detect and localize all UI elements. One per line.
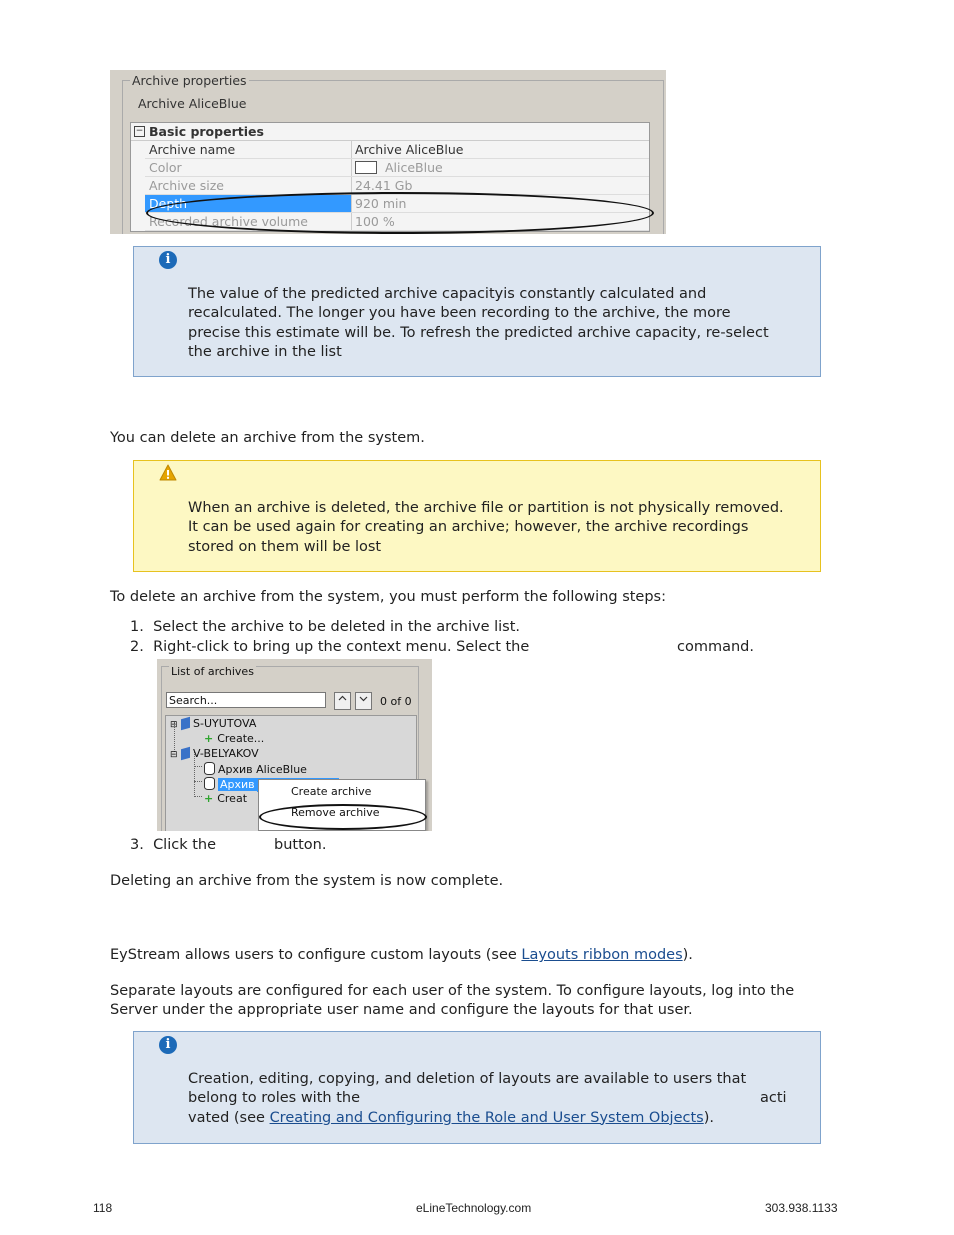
property-key: Archive name: [149, 142, 236, 157]
footer-phone: 303.938.1133: [765, 1201, 838, 1215]
archive-properties-title: Archive properties: [132, 73, 247, 88]
page-number: 118: [93, 1201, 113, 1215]
archive-subtitle: Archive AliceBlue: [138, 96, 247, 111]
property-value: AliceBlue: [355, 159, 443, 176]
tree-node-archive-selected[interactable]: Архив: [204, 777, 339, 792]
delete-intro-text: You can delete an archive from the system.: [110, 430, 425, 446]
step-2: 2. Right-click to bring up the context menu. Select the: [130, 639, 530, 655]
archive-icon: [204, 762, 215, 775]
prev-result-button[interactable]: [334, 692, 351, 710]
property-key: Color: [149, 160, 182, 175]
separate-layouts-text: Separate layouts are configured for each user of the system. To configure layouts, log into the Server under the appropriate user name and configure the layouts for that user.: [110, 983, 795, 1018]
info-icon: i: [159, 1036, 177, 1054]
step-2-end: command.: [677, 639, 754, 655]
property-key: Depth: [145, 195, 351, 212]
remove-archive-menu-item[interactable]: Remove archive: [291, 806, 380, 819]
info-note: [133, 1031, 821, 1144]
computer-icon: [181, 717, 190, 730]
steps-intro-text: To delete an archive from the system, you must perform the following steps:: [110, 589, 666, 605]
step-3-end: button.: [274, 837, 327, 853]
warning-note: [133, 460, 821, 572]
property-row[interactable]: [145, 141, 649, 159]
step-1: 1. Select the archive to be deleted in the archive list.: [130, 619, 521, 635]
property-key: Archive size: [149, 178, 224, 193]
archive-properties-screenshot: [110, 70, 666, 234]
info-note: [133, 246, 821, 377]
tree-node-create[interactable]: + Create...: [204, 732, 265, 745]
property-value: 24.41 Gb: [355, 178, 413, 193]
result-count: 0 of 0: [380, 695, 412, 708]
property-key: Recorded archive volume: [149, 214, 308, 229]
step-3: 3. Click the: [130, 837, 217, 853]
tree-node-server[interactable]: ⊟ S-UYUTOVA: [170, 717, 257, 730]
plus-icon: +: [204, 732, 214, 745]
layouts-ribbon-link[interactable]: Layouts ribbon modes: [521, 947, 683, 963]
info-icon: i: [159, 251, 177, 269]
archive-icon: [204, 777, 215, 790]
warning-note-text: When an archive is deleted, the archive file or partition is not physically removed. It can be used again for creating an archive; however, the archive recordings stored on them will be lost: [188, 500, 784, 555]
plus-icon: +: [204, 792, 214, 805]
role-user-objects-link[interactable]: Creating and Configuring the Role and User System Objects: [269, 1109, 704, 1126]
tree-node-create[interactable]: + Creat: [204, 792, 248, 805]
info-note-text: The value of the predicted archive capacityis constantly calculated and recalculated. The longer you have been recording to the archive, the more precise this estimate will be. To refresh the predicted archive capacity, re-select the archive in the list: [188, 286, 769, 360]
chevron-up-icon: [338, 694, 347, 703]
property-value: 920 min: [355, 196, 407, 211]
property-value: 100 %: [355, 214, 395, 229]
warning-icon: [159, 464, 177, 482]
create-archive-menu-item[interactable]: Create archive: [291, 785, 372, 798]
archive-list-title: List of archives: [171, 665, 254, 678]
info-note-text: Creation, editing, copying, and deletion of layouts are available to users that belong to roles with the acti vated (see Creating and Configuring the Role and User System Objects).: [188, 1071, 787, 1126]
color-swatch: [355, 161, 377, 174]
computer-icon: [181, 747, 190, 760]
highlight-oval: [146, 192, 654, 234]
next-result-button[interactable]: [355, 692, 372, 710]
archive-list-screenshot: [157, 659, 432, 831]
complete-text: Deleting an archive from the system is now complete.: [110, 873, 504, 889]
tree-node-archive[interactable]: Архив AliceBlue: [204, 762, 307, 777]
tree-node-server[interactable]: ⊟ V-BELYAKOV: [170, 747, 259, 760]
layouts-intro-text: EyStream allows users to configure custom layouts (see Layouts ribbon modes).: [110, 947, 693, 963]
collapse-icon[interactable]: −: [135, 126, 144, 136]
basic-properties-header[interactable]: − Basic properties: [131, 123, 649, 141]
highlight-oval: [259, 804, 427, 830]
footer-site: eLineTechnology.com: [416, 1201, 532, 1215]
search-input[interactable]: Search...: [166, 692, 326, 708]
property-value[interactable]: Archive AliceBlue: [355, 142, 464, 157]
chevron-down-icon: [359, 694, 368, 703]
property-row[interactable]: [145, 159, 649, 177]
